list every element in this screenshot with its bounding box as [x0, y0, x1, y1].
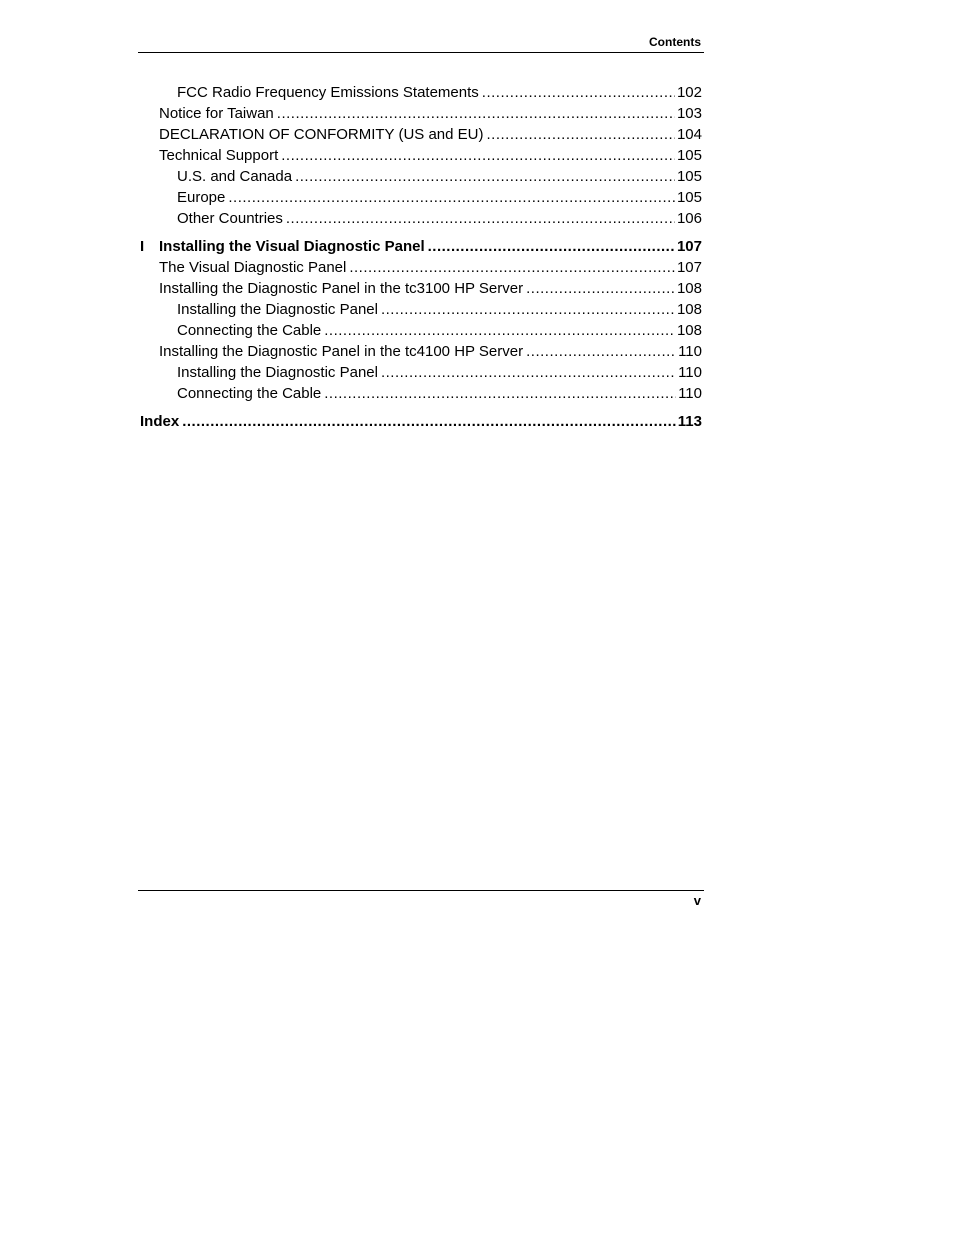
toc-entry-page: 107 — [676, 238, 702, 255]
toc-entry[interactable] — [138, 299, 702, 320]
toc-leader-dots — [295, 166, 675, 187]
toc-entry-page: 110 — [678, 364, 702, 381]
toc-entry-title: FCC Radio Frequency Emissions Statements — [177, 84, 479, 101]
toc-leader-dots — [182, 411, 676, 432]
toc-entry-title: Installing the Visual Diagnostic Panel — [159, 238, 425, 255]
toc-entry-title: Europe — [177, 189, 226, 206]
footer-page-number: v — [693, 893, 701, 908]
toc-entry-page: 108 — [676, 280, 702, 297]
toc-entry-page: 108 — [676, 322, 702, 339]
toc-entry-page: 107 — [676, 259, 702, 276]
toc-entry-title: Technical Support — [159, 147, 279, 164]
toc-entry-page: 108 — [676, 301, 702, 318]
toc-entry-title: Notice for Taiwan — [159, 105, 274, 122]
toc-leader-dots — [324, 383, 676, 404]
toc-entry-page: 110 — [678, 385, 702, 402]
toc-chapter-letter: I — [140, 238, 145, 255]
toc-leader-dots — [324, 320, 675, 341]
table-of-contents — [138, 82, 702, 432]
toc-leader-dots — [482, 82, 675, 103]
toc-entry[interactable] — [138, 362, 702, 383]
toc-entry-title: Connecting the Cable — [177, 385, 322, 402]
toc-entry[interactable] — [138, 124, 702, 145]
toc-leader-dots — [428, 236, 675, 257]
toc-entry-title: U.S. and Canada — [177, 168, 293, 185]
toc-leader-dots — [286, 208, 675, 229]
toc-entry[interactable] — [138, 278, 702, 299]
toc-entry[interactable] — [138, 166, 702, 187]
toc-leader-dots — [526, 341, 676, 362]
toc-entry-title: Other Countries — [177, 210, 283, 227]
toc-leader-dots — [487, 124, 675, 145]
toc-entry-page: 105 — [676, 147, 702, 164]
toc-entry[interactable] — [138, 103, 702, 124]
toc-entry-page: 105 — [676, 168, 702, 185]
toc-entry-page: 113 — [677, 413, 702, 430]
toc-entry[interactable] — [138, 257, 702, 278]
toc-entry-title: Connecting the Cable — [177, 322, 322, 339]
toc-chapter-entry[interactable] — [138, 236, 702, 257]
toc-entry-page: 106 — [676, 210, 702, 227]
toc-leader-dots — [228, 187, 675, 208]
toc-entry-title: Installing the Diagnostic Panel — [177, 301, 378, 318]
toc-entry-page: 104 — [676, 126, 702, 143]
toc-entry-page: 102 — [676, 84, 702, 101]
toc-entry-page: 103 — [676, 105, 702, 122]
toc-entry-page: 110 — [678, 343, 702, 360]
running-header-title: Contents — [649, 35, 701, 49]
footer-rule — [138, 890, 704, 891]
toc-entry-title: Installing the Diagnostic Panel in the tc3100 HP Server — [159, 280, 524, 297]
toc-entry[interactable] — [138, 320, 702, 341]
toc-entry-title: DECLARATION OF CONFORMITY (US and EU) — [159, 126, 484, 143]
toc-entry-title: Installing the Diagnostic Panel in the tc4100 HP Server — [159, 343, 524, 360]
toc-entry[interactable] — [138, 341, 702, 362]
toc-leader-dots — [526, 278, 675, 299]
toc-leader-dots — [277, 103, 675, 124]
toc-leader-dots — [381, 362, 676, 383]
toc-entry[interactable] — [138, 208, 702, 229]
toc-entry[interactable] — [138, 145, 702, 166]
toc-entry-page: 105 — [676, 189, 702, 206]
toc-entry-title: Installing the Diagnostic Panel — [177, 364, 378, 381]
toc-leader-dots — [349, 257, 675, 278]
toc-entry[interactable] — [138, 82, 702, 103]
toc-entry-title: The Visual Diagnostic Panel — [159, 259, 347, 276]
toc-entry-title: Index — [140, 413, 180, 430]
toc-leader-dots — [281, 145, 675, 166]
toc-index-entry[interactable] — [138, 411, 702, 432]
toc-leader-dots — [381, 299, 675, 320]
header-rule — [138, 52, 704, 53]
toc-entry[interactable] — [138, 383, 702, 404]
toc-entry[interactable] — [138, 187, 702, 208]
